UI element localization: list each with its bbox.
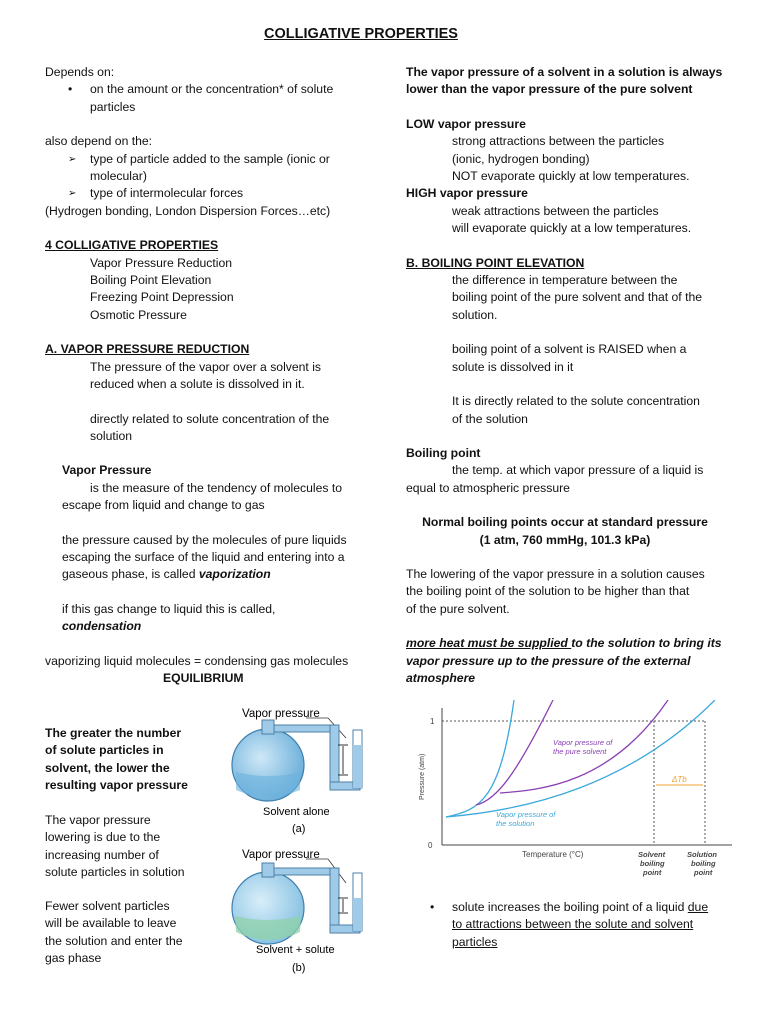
low-vp-heading: LOW vapor pressure xyxy=(406,116,526,131)
section-b-text: solute is dissolved in it xyxy=(452,359,574,374)
depends-on-section xyxy=(45,64,385,687)
property-item: Freezing Point Depression xyxy=(90,290,234,305)
lowering-line: The vapor pressure xyxy=(45,813,151,827)
boiling-point-graph xyxy=(410,700,735,885)
final-bullet xyxy=(430,899,752,951)
bullet-icon: • xyxy=(430,900,435,914)
pure-solvent-label: the pure solvent xyxy=(553,747,607,756)
heat-text: atmosphere xyxy=(406,670,476,685)
delta-tb-label: ΔTb xyxy=(672,775,687,784)
vaporization-term: vaporization xyxy=(198,567,271,582)
vp-text: escape from liquid and change to gas xyxy=(62,498,265,513)
property-item: Vapor Pressure Reduction xyxy=(90,255,233,270)
page-title: COLLIGATIVE PROPERTIES xyxy=(264,26,458,42)
bp-def: the temp. at which vapor pressure of a liquid is xyxy=(452,463,704,478)
heat-text: to the solution to bring its xyxy=(571,636,722,651)
vp-text: is the measure of the tendency of molecules to xyxy=(90,480,343,495)
section-b-text: It is directly related to the solute concentration xyxy=(452,394,700,409)
solid-curve-purple xyxy=(476,700,553,805)
four-properties-list xyxy=(90,255,385,325)
solution-label: the solution xyxy=(496,819,535,828)
solution-bp-label: boiling xyxy=(691,859,716,868)
solution-bp-label: Solution xyxy=(687,850,717,859)
section-a-heading: A. VAPOR PRESSURE REDUCTION xyxy=(45,342,250,357)
high-vp-item: weak attractions between the particles xyxy=(452,203,659,218)
fewer-line: the solution and enter the xyxy=(45,933,183,948)
solution-label: Vapor pressure of xyxy=(496,810,556,819)
vp-text: if this gas change to liquid this is called, xyxy=(62,601,276,616)
greater-line: resulting vapor pressure xyxy=(45,778,188,793)
greater-line: of solute particles in xyxy=(45,743,164,758)
low-vp-item: strong attractions between the particles xyxy=(452,134,665,149)
high-vp-heading: HIGH vapor pressure xyxy=(406,186,528,201)
section-b-text: solution. xyxy=(452,307,498,322)
section-b-text: the difference in temperature between the xyxy=(452,273,678,288)
fewer-line: gas phase xyxy=(45,951,102,966)
high-vp-item: will evaporate quickly at a low temperatures. xyxy=(452,221,692,236)
depends-bullet-text-cont: particles xyxy=(90,99,136,114)
equilibrium-label: EQUILIBRIUM xyxy=(163,670,244,685)
section-b-heading: B. BOILING POINT ELEVATION xyxy=(406,255,585,270)
solution-bp-label: point xyxy=(694,868,713,877)
lowering-text xyxy=(45,812,215,882)
x-axis-label: Temperature (°C) xyxy=(522,850,584,859)
lowering-line: increasing number of xyxy=(45,847,159,862)
final-bullet-emphasis: particles xyxy=(452,934,498,949)
vp-text: escaping the surface of the liquid and entering into a xyxy=(62,549,345,564)
low-vp-item: NOT evaporate quickly at low temperatures. xyxy=(452,169,690,184)
lowering-text: The lowering of the vapor pressure in a solution causes xyxy=(406,566,705,581)
pure-solvent-label: Vapor pressure of xyxy=(553,738,613,747)
boiling-point-heading: Boiling point xyxy=(406,445,481,460)
depends-on-label: Depends on: xyxy=(45,65,115,79)
arrow-item-particle-type-cont: molecular) xyxy=(90,169,147,184)
final-bullet-emphasis: due xyxy=(687,900,709,914)
property-item: Osmotic Pressure xyxy=(90,307,187,322)
section-b-text: of the solution xyxy=(452,411,528,426)
section-a-text: reduced when a solute is dissolved in it. xyxy=(90,377,305,392)
vp-text: the pressure caused by the molecules of pure liquids xyxy=(62,532,347,547)
solvent-bp-label: Solvent xyxy=(638,850,666,859)
heat-text: vapor pressure up to the pressure of the external xyxy=(406,653,691,668)
figure-b-caption: Solvent + solute xyxy=(256,944,335,956)
figure-b-letter: (b) xyxy=(292,962,306,974)
heat-supplied-emphasis: more heat must be supplied xyxy=(406,636,572,651)
figure-a-apparatus xyxy=(218,700,393,840)
solvent-bp-label: boiling xyxy=(640,859,665,868)
also-depend-label: also depend on the: xyxy=(45,134,153,149)
greater-line: The greater the number xyxy=(45,726,182,740)
greater-number-text xyxy=(45,725,215,795)
depends-bullet-text: on the amount or the concentration* of solute xyxy=(90,82,334,97)
figure-b-apparatus xyxy=(218,838,393,978)
figure-a-letter: (a) xyxy=(292,823,306,835)
arrow-item-particle-type: type of particle added to the sample (ionic or xyxy=(90,151,330,166)
solution-curve xyxy=(446,700,715,817)
lowering-line: lowering is due to the xyxy=(45,830,161,845)
section-a-text: solution xyxy=(90,428,133,443)
final-bullet-emphasis: to attractions between the solute and solvent xyxy=(452,917,694,932)
y-axis-label: Pressure (atm) xyxy=(419,753,426,800)
lowering-line: solute particles in solution xyxy=(45,865,185,880)
vapor-pressure-heading: Vapor Pressure xyxy=(62,463,152,478)
arrow-bullet-icon: ➢ xyxy=(68,188,77,200)
normal-bp-text: Normal boiling points occur at standard pressure xyxy=(422,515,708,530)
fewer-line: will be available to leave xyxy=(45,916,177,931)
intro-text: lower than the vapor pressure of the pure solvent xyxy=(406,82,693,97)
fewer-line: Fewer solvent particles xyxy=(45,899,170,913)
y-tick-0: 0 xyxy=(428,841,433,850)
equilibrium-equation: vaporizing liquid molecules = condensing gas molecules xyxy=(45,653,349,668)
normal-bp-values: (1 atm, 760 mmHg, 101.3 kPa) xyxy=(479,532,651,547)
figure-a-label: Vapor pressure xyxy=(242,708,320,720)
right-column xyxy=(406,64,746,687)
final-bullet-text: solute increases the boiling point of a liquid xyxy=(452,900,688,914)
bullet-icon: • xyxy=(68,82,73,97)
arrow-bullet-icon: ➢ xyxy=(68,153,77,165)
section-b-text: boiling point of the pure solvent and that of the xyxy=(452,290,703,305)
fewer-particles-text xyxy=(45,898,215,968)
four-properties-heading: 4 COLLIGATIVE PROPERTIES xyxy=(45,238,219,253)
vp-text: gaseous phase, is called xyxy=(62,567,199,582)
greater-line: solvent, the lower the xyxy=(45,760,170,775)
arrow-item-forces: type of intermolecular forces xyxy=(90,186,244,201)
y-tick-1: 1 xyxy=(430,717,435,726)
condensation-term: condensation xyxy=(62,619,142,634)
lowering-text: the boiling point of the solution to be higher than that xyxy=(406,584,690,599)
figure-a-caption: Solvent alone xyxy=(263,806,330,818)
property-item: Boiling Point Elevation xyxy=(90,273,212,288)
solvent-bp-label: point xyxy=(643,868,662,877)
section-b-text: boiling point of a solvent is RAISED when a xyxy=(452,342,687,357)
low-vp-item: (ionic, hydrogen bonding) xyxy=(452,151,590,166)
figure-b-label: Vapor pressure xyxy=(242,849,320,861)
solid-liquid-curve xyxy=(446,700,514,817)
section-a-text: The pressure of the vapor over a solvent is xyxy=(90,359,322,374)
forces-note: (Hydrogen bonding, London Dispersion Forces…etc) xyxy=(45,203,331,218)
section-a-text: directly related to solute concentration of the xyxy=(90,411,330,426)
intro-text: The vapor pressure of a solvent in a solution is always xyxy=(406,65,723,79)
lowering-text: of the pure solvent. xyxy=(406,601,510,616)
bp-def: equal to atmospheric pressure xyxy=(406,480,570,495)
